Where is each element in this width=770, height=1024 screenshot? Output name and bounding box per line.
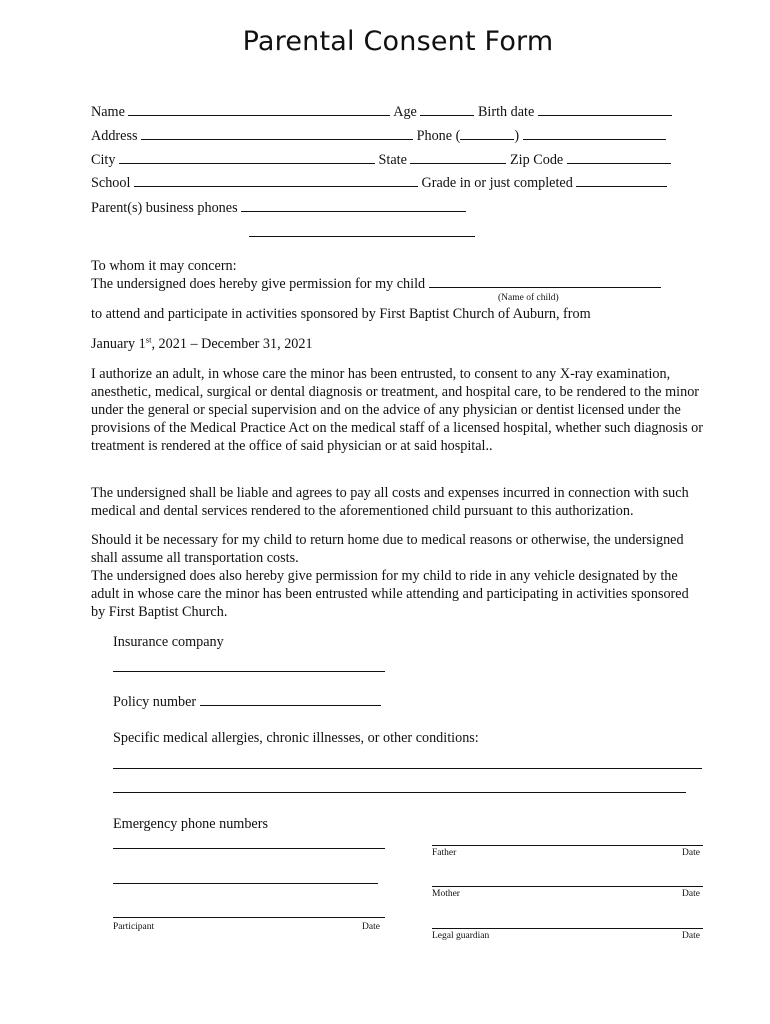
emergency-phone-field-2[interactable]: [113, 883, 378, 884]
business-phones-label: Parent(s) business phones: [91, 200, 238, 216]
father-signature-line[interactable]: [432, 845, 703, 846]
guardian-signature-line[interactable]: [432, 928, 703, 929]
conditions-label: Specific medical allergies, chronic illnesses, or other conditions:: [113, 730, 479, 746]
grade-field[interactable]: [576, 175, 667, 187]
business-phone-field-2[interactable]: [249, 236, 475, 237]
emergency-label: Emergency phone numbers: [113, 816, 268, 832]
zip-label: Zip Code: [510, 152, 564, 168]
state-label: State: [378, 152, 407, 168]
name-field[interactable]: [128, 104, 390, 116]
guardian-label: Legal guardian: [432, 931, 490, 941]
salutation: To whom it may concern:: [91, 258, 237, 274]
name-label: Name: [91, 104, 125, 120]
age-label: Age: [393, 104, 417, 120]
policy-number-label: Policy number: [113, 694, 197, 710]
school-field[interactable]: [134, 175, 418, 187]
policy-number-field[interactable]: [200, 694, 381, 706]
school-row: [91, 175, 667, 192]
birth-date-label: Birth date: [477, 104, 535, 120]
zip-field[interactable]: [567, 152, 671, 164]
state-field[interactable]: [410, 152, 506, 164]
school-label: School: [91, 175, 131, 191]
address-field[interactable]: [141, 128, 413, 140]
business-phone-field-1[interactable]: [241, 200, 466, 212]
grade-label: Grade in or just completed: [421, 175, 573, 191]
participant-label: Participant: [113, 922, 155, 932]
birth-date-field[interactable]: [538, 104, 672, 116]
business-phones-row: [91, 200, 466, 217]
child-name-field[interactable]: [429, 276, 661, 288]
phone-number-field[interactable]: [523, 128, 666, 140]
phone-paren-open: (: [455, 128, 461, 144]
insurance-company-field[interactable]: [113, 671, 385, 672]
date-suffix: st: [145, 334, 152, 345]
page-title: Parental Consent Form: [242, 26, 554, 57]
conditions-field-1[interactable]: [113, 768, 702, 769]
date-start: January 1: [91, 336, 146, 352]
vehicle-permission-paragraph: The undersigned does also hereby give permission for my child to ride in any vehicle designated by the adult in whose care the minor has been entrusted while attending and participating in activities sponsored by First Baptist Church.: [91, 568, 689, 620]
address-row: [91, 128, 666, 145]
city-row: [91, 152, 671, 169]
phone-label: Phone: [416, 128, 453, 144]
permission-text: The undersigned does hereby give permission for my child: [91, 276, 426, 292]
mother-date-label: Date: [682, 889, 700, 899]
emergency-phone-field-1[interactable]: [113, 848, 385, 849]
city-label: City: [91, 152, 116, 168]
conditions-field-2[interactable]: [113, 792, 686, 793]
city-field[interactable]: [119, 152, 375, 164]
father-date-label: Date: [682, 848, 700, 858]
name-of-child-caption: (Name of child): [498, 293, 559, 303]
father-label: Father: [432, 848, 457, 858]
liability-paragraph: The undersigned shall be liable and agrees to pay all costs and expenses incurred in connection with such medical and dental services rendered to the aforementioned child pursuant to this authorization.: [91, 485, 689, 519]
mother-label: Mother: [432, 889, 460, 899]
phone-paren-close: ): [514, 128, 520, 144]
name-row: [91, 104, 672, 121]
date-range: [91, 336, 313, 353]
policy-row: [113, 694, 381, 711]
mother-signature-line[interactable]: [432, 886, 703, 887]
date-rest: , 2021 – December 31, 2021: [151, 336, 313, 352]
attend-text: to attend and participate in activities sponsored by First Baptist Church of Auburn, from: [91, 306, 591, 322]
guardian-date-label: Date: [682, 931, 700, 941]
insurance-company-label: Insurance company: [113, 634, 224, 650]
address-label: Address: [91, 128, 138, 144]
participant-date-label: Date: [362, 922, 380, 932]
age-field[interactable]: [420, 104, 474, 116]
participant-signature-line[interactable]: [113, 917, 385, 918]
authorization-paragraph: I authorize an adult, in whose care the minor has been entrusted, to consent to any X-ray examination, anesthetic, medical, surgical or dental diagnosis or treatment, and hospital care, to be rendered to the minor under the general or special supervision and on the advice of any physician or dentist licensed under the provisions of the Medical Practice Act on the medical staff of a licensed hospital, whether such diagnosis or treatment is rendered at the office of said physician or at said hospital..: [91, 366, 704, 454]
permission-row: [91, 276, 661, 293]
phone-area-code-field[interactable]: [460, 128, 514, 140]
transportation-paragraph: Should it be necessary for my child to return home due to medical reasons or otherwise, the undersigned shall assume all transportation costs.: [91, 532, 684, 566]
